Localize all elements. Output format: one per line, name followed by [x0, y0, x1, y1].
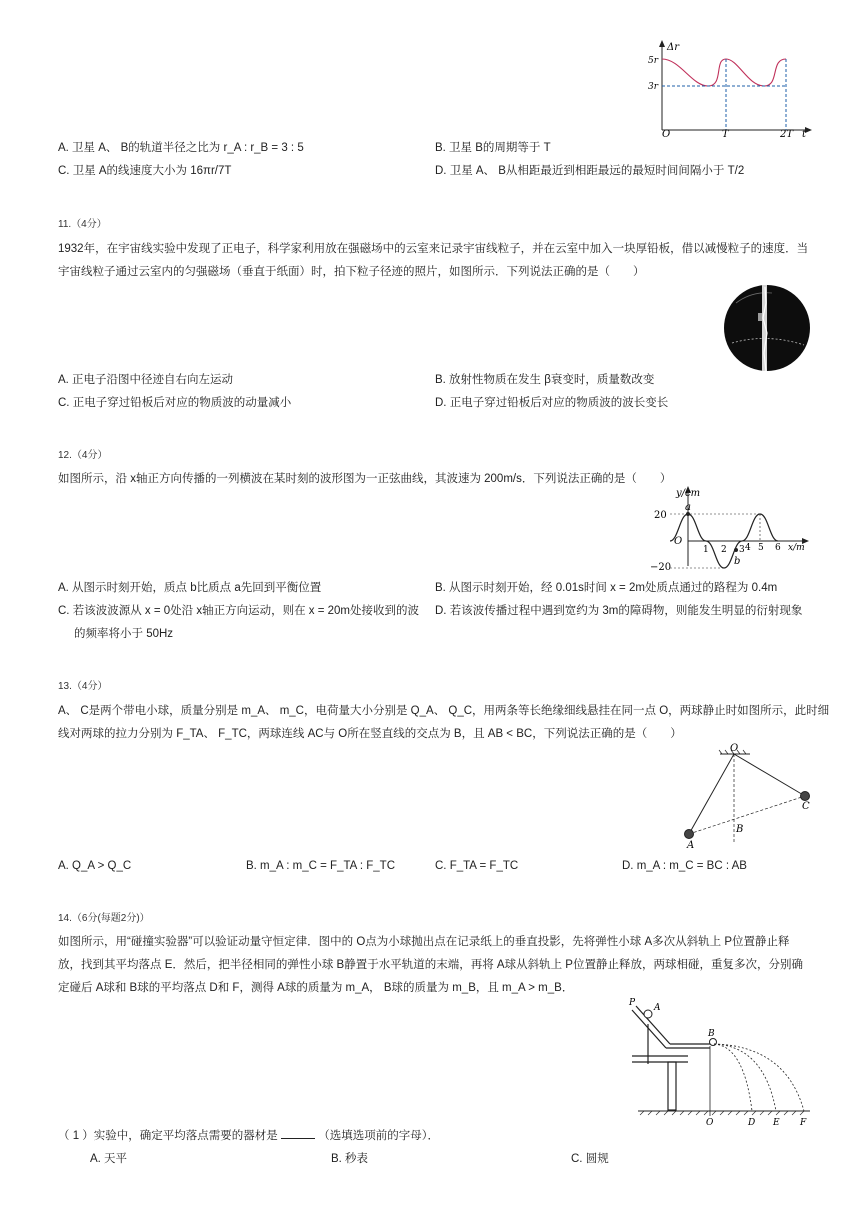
q11-option-d[interactable]: D. 正电子穿过铅板后对应的物质波的波长变长 — [435, 397, 669, 409]
q13-label-b: B — [736, 824, 744, 835]
q12-wave-graph — [648, 484, 813, 572]
q14-stem-line2: 放，找到其平均落点 E．然后，把半径相同的弹性小球 B静置于水平轨道的末端，再将 A球从斜轨上 P位置静止释放，两球相碰，重复多次，分别确 — [58, 959, 803, 971]
q12-option-d[interactable]: D. 若该波传播过程中遇到宽约为 3m的障碍物，则能发生明显的衍射现象 — [435, 605, 803, 617]
q12-y-tick-20: 20 — [654, 510, 667, 521]
q12-label-a: a — [685, 502, 691, 513]
q12-y-axis-label: y/cm — [676, 488, 701, 499]
q12-option-b[interactable]: B. 从图示时刻开始，经 0.01s时间 x = 2m处质点通过的路程为 0.4m — [435, 582, 778, 594]
q10-option-b[interactable]: B. 卫星 B的周期等于 T — [435, 142, 551, 154]
q10-y-tick-3r: 3r — [648, 82, 659, 92]
q14-label-d: D — [748, 1118, 756, 1128]
q12-x-tick-3: 3 — [739, 545, 745, 555]
q14-label-a: A — [654, 1003, 661, 1013]
q11-option-b[interactable]: B. 放射性物质在发生 β衰变时，质量数改变 — [435, 374, 655, 386]
q14-sub1-option-c[interactable]: C. 圆规 — [571, 1153, 609, 1165]
q11-stem-line2: 宇宙线粒子通过云室内的匀强磁场（垂直于纸面）时，拍下粒子径迹的照片，如图所示．下列说法正确的是（ ） — [58, 266, 645, 278]
q13-option-c[interactable]: C. F_TA = F_TC — [435, 860, 519, 872]
q10-option-a[interactable]: A. 卫星 A、 B的轨道半径之比为 r_A : r_B = 3 : 5 — [58, 142, 304, 154]
q14-label-e: E — [773, 1118, 780, 1128]
q12-x-axis-label: x/m — [788, 543, 805, 553]
q13-header: 13.（4分） — [58, 681, 108, 692]
q14-label-p: P — [629, 998, 636, 1008]
q12-option-c-line1[interactable]: C. 若该波波源从 x = 0处沿 x轴正方向运动，则在 x = 20m处接收到的波 — [58, 605, 420, 617]
q13-stem-line1: A、 C是两个带电小球，质量分别是 m_A、 m_C，电荷量大小分别是 Q_A、 Q_C，用两条等长绝缘细线悬挂在同一点 O，两球静止时如图所示，此时细 — [58, 705, 830, 717]
q12-option-c-line2[interactable]: 的频率将小于 50Hz — [74, 628, 174, 640]
q14-sub1 — [58, 1128, 439, 1144]
q14-header: 14.（6分(每题2分)） — [58, 913, 150, 924]
q10-option-c[interactable]: C. 卫星 A的线速度大小为 16πr/7T — [58, 165, 232, 177]
q12-y-tick-neg20: −20 — [650, 562, 672, 572]
q11-stem-line1: 1932年，在宇宙线实验中发现了正电子，科学家利用放在强磁场中的云室来记录宇宙线粒子，并在云室中加入一块厚铅板，借以减慢粒子的速度．当 — [58, 243, 809, 255]
q13-ball-c — [801, 792, 810, 801]
q10-curve — [662, 59, 786, 86]
q12-header: 12.（4分） — [58, 450, 108, 461]
q10-graph — [640, 38, 815, 138]
q13-ball-a — [685, 830, 694, 839]
q13-option-a[interactable]: A. Q_A > Q_C — [58, 860, 132, 872]
q13-label-o: O — [730, 743, 739, 754]
q10-option-d[interactable]: D. 卫星 A、 B从相距最近到相距最远的最短时间间隔小于 T/2 — [435, 165, 745, 177]
q12-x-tick-6: 6 — [775, 543, 781, 553]
q14-label-o: O — [706, 1118, 714, 1128]
q10-x-tick-o: O — [662, 129, 671, 138]
q14-sub1-text-after: （选填选项前的字母）． — [318, 1130, 439, 1142]
q12-x-tick-4: 4 — [745, 543, 751, 553]
q14-stem-line1: 如图所示，用“碰撞实验器”可以验证动量守恒定律．图中的 O点为小球抛出点在记录纸上的垂直投影，先将弹性小球 A多次从斜轨上 P位置静止释 — [58, 936, 790, 948]
q14-ball-a — [644, 1010, 652, 1018]
q11-option-a[interactable]: A. 正电子沿图中径迹自右向左运动 — [58, 374, 234, 386]
q10-x-tick-t: T — [722, 129, 729, 138]
q13-figure — [678, 742, 818, 850]
q11-option-c[interactable]: C. 正电子穿过铅板后对应的物质波的动量减小 — [58, 397, 292, 409]
q10-x-tick-2t: 2T — [780, 129, 794, 138]
q12-label-b: b — [734, 556, 741, 567]
q10-y-tick-5r: 5r — [648, 56, 659, 66]
q12-point-b — [734, 548, 738, 552]
q12-y-tick-o: O — [674, 536, 683, 547]
q13-option-b[interactable]: B. m_A : m_C = F_TA : F_TC — [246, 860, 396, 872]
q12-x-tick-1: 1 — [703, 545, 709, 555]
q10-x-axis-label: t — [802, 129, 807, 138]
q12-x-tick-2: 2 — [721, 545, 727, 555]
q13-stem-line2: 线对两球的拉力分别为 F_TA、 F_TC，两球连线 AC与 O所在竖直线的交点为 B，且 AB < BC，下列说法正确的是（ ） — [58, 728, 682, 740]
q14-sub1-option-b[interactable]: B. 秒表 — [331, 1153, 369, 1165]
q11-cloud-chamber-photo — [722, 283, 812, 373]
q13-option-d[interactable]: D. m_A : m_C = BC : AB — [622, 860, 747, 872]
q11-header: 11.（4分） — [58, 219, 107, 230]
q10-y-axis-label: Δr — [667, 42, 680, 53]
q14-label-f: F — [800, 1118, 807, 1128]
q13-label-a: A — [687, 840, 695, 850]
q12-stem: 如图所示，沿 x轴正方向传播的一列横波在某时刻的波形图为一正弦曲线，其波速为 200m/s．下列说法正确的是（ ） — [58, 473, 672, 485]
q14-stem-line3: 定碰后 A球和 B球的平均落点 D和 F，测得 A球的质量为 m_A， B球的质量为 m_B，且 m_A > m_B． — [58, 982, 574, 994]
q12-x-tick-5: 5 — [758, 543, 764, 553]
q14-label-b: B — [708, 1029, 715, 1039]
q14-sub1-text-before: （ 1 ）实验中，确定平均落点需要的器材是 — [58, 1130, 278, 1142]
q14-sub1-option-a[interactable]: A. 天平 — [90, 1153, 128, 1165]
q14-collision-apparatus — [618, 994, 818, 1128]
q14-sub1-answer-blank[interactable] — [281, 1128, 315, 1139]
q12-option-a[interactable]: A. 从图示时刻开始，质点 b比质点 a先回到平衡位置 — [58, 582, 322, 594]
q13-label-c: C — [802, 801, 810, 812]
